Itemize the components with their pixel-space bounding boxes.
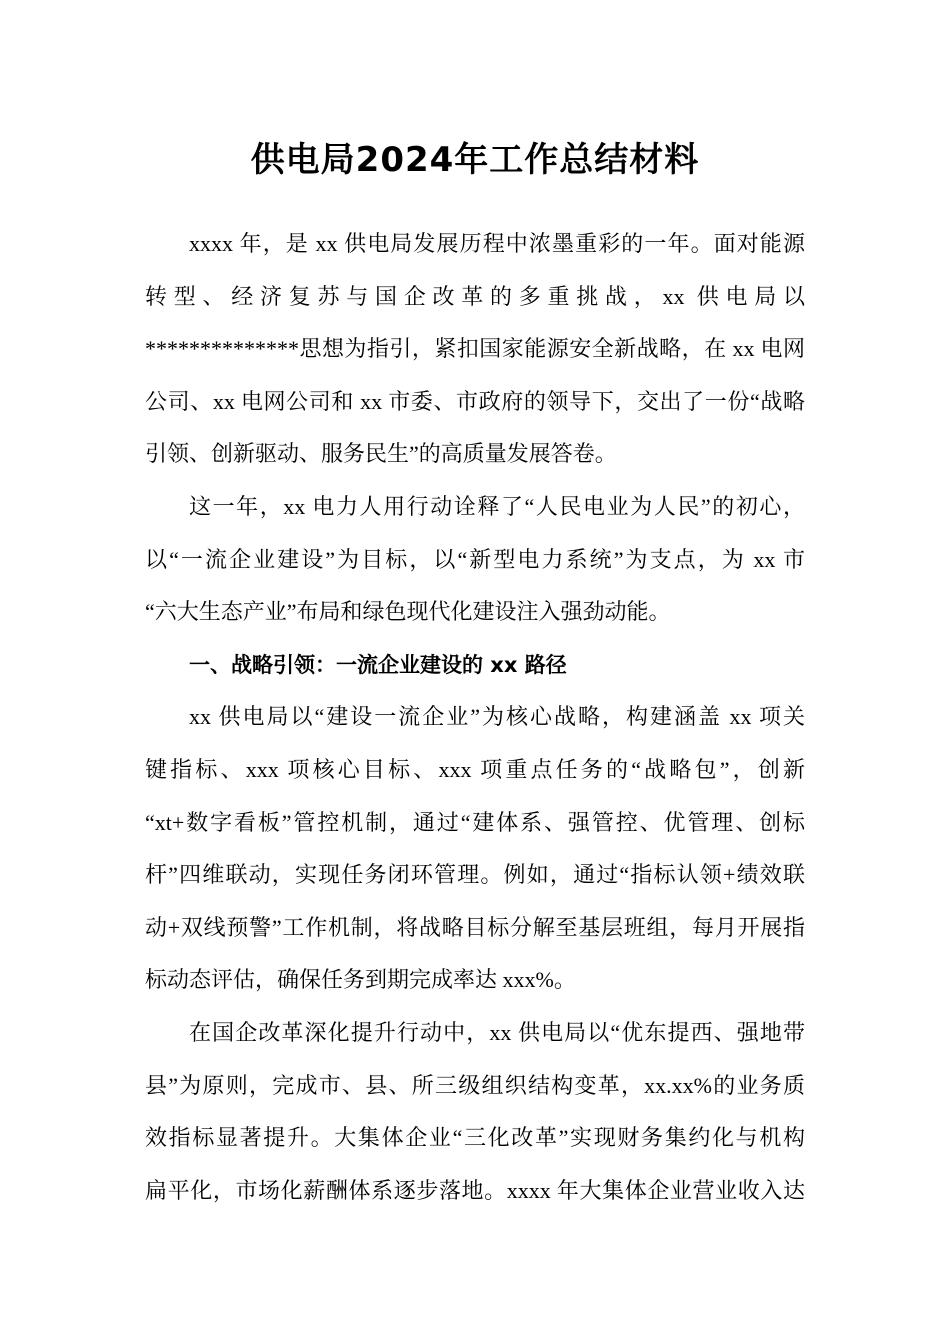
paragraph-line: 效指标显著提升。大集体企业“三化改革”实现财务集约化与机构: [145, 1125, 805, 1151]
paragraph-line: 键指标、xxx 项核心目标、xxx 项重点任务的“战略包”，创新: [145, 756, 805, 782]
paragraph-line: 在国企改革深化提升行动中，xx 供电局以“优东提西、强地带: [189, 1019, 805, 1045]
paragraph-line: 这一年，xx 电力人用行动诠释了“人民电业为人民”的初心，: [189, 493, 805, 519]
paragraph-line: 引领、创新驱动、服务民生”的高质量发展答卷。: [145, 441, 617, 467]
document-body: [145, 218, 805, 1217]
paragraph-line: 标动态评估，确保任务到期完成率达 xxx%。: [145, 967, 576, 993]
document-title: 供电局2024年工作总结材料: [250, 140, 700, 180]
section-heading: 一、战略引领：一流企业建设的 xx 路径: [189, 652, 567, 677]
paragraph-line: 转型、经济复苏与国企改革的多重挑战，xx 供电局以: [145, 283, 805, 309]
paragraph-line: “六大生态产业”布局和绿色现代化建设注入强劲动能。: [145, 599, 671, 625]
paragraph-line: **************思想为指引，紧扣国家能源安全新战略，在 xx 电网: [145, 336, 805, 362]
paragraph-line: xx 供电局以“建设一流企业”为核心战略，构建涵盖 xx 项关: [189, 704, 805, 730]
paragraph-line: 杆”四维联动，实现任务闭环管理。例如，通过“指标认领+绩效联: [145, 862, 805, 888]
paragraph-line: 动+双线预警”工作机制，将战略目标分解至基层班组，每月开展指: [145, 914, 805, 940]
paragraph-line: 以“一流企业建设”为目标，以“新型电力系统”为支点，为 xx 市: [145, 546, 805, 572]
paragraph-line: 扁平化，市场化薪酬体系逐步落地。xxxx 年大集体企业营业收入达: [145, 1177, 805, 1203]
paragraph-line: xxxx 年，是 xx 供电局发展历程中浓墨重彩的一年。面对能源: [189, 231, 805, 256]
paragraph-line: 公司、xx 电网公司和 xx 市委、市政府的领导下，交出了一份“战略: [145, 388, 805, 414]
paragraph-line: “xt+数字看板”管控机制，通过“建体系、强管控、优管理、创标: [145, 809, 805, 835]
paragraph-line: 县”为原则，完成市、县、所三级组织结构变革，xx.xx%的业务质: [145, 1072, 805, 1098]
